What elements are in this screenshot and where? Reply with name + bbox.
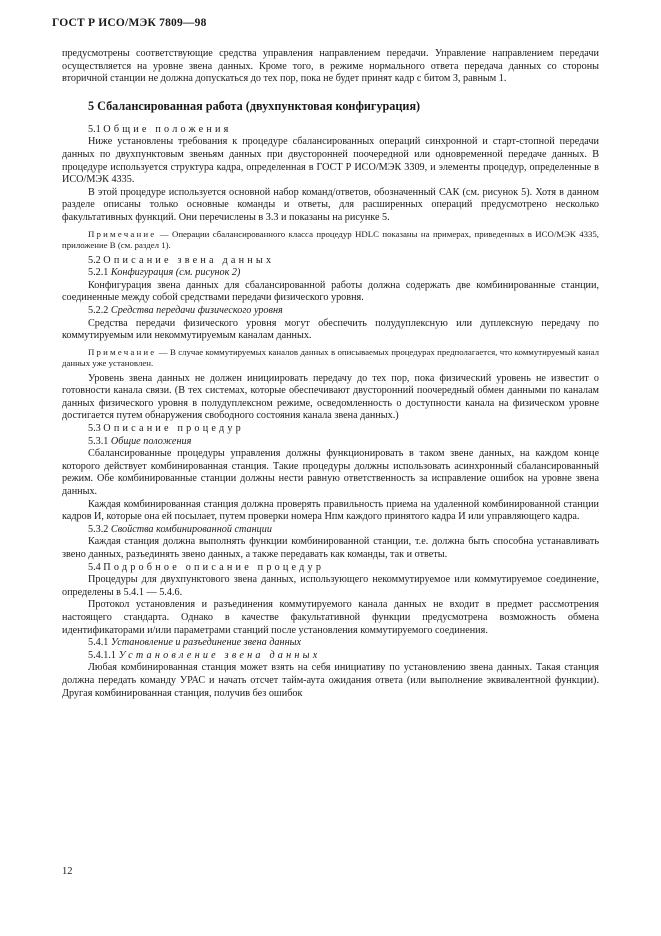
heading-5-4-1: 5.4.1 Установление и разъединение звена данных [88,637,302,649]
paragraph: Сбалансированные процедуры управления должны функционировать в таком звене данных, на каждом конце которого действует комбинированная станция. Такие процедуры должны использовать асинхронный сбалансированный режим. Обе комбинированные станции должны нести равную ответственность за исправление ошибок на уровне звена данных. [62,448,599,498]
document-header: ГОСТ Р ИСО/МЭК 7809—98 [52,17,207,29]
paragraph: Средства передачи физического уровня могут обеспечить полудуплексную или дуплексную передачу по коммутируемым или некоммутируемым каналам данных. [62,317,599,342]
section-5-title: 5 Сбалансированная работа (двухпунктовая конфигурация) [88,98,421,113]
page-body [62,48,599,700]
paragraph: Каждая комбинированная станция должна проверять правильность приема на удаленной комбинированной станции кадров И, которые она ей посылает, путем проверки номера Нпм каждого принятого кадра И или управляющего кадра. [62,498,599,523]
heading-5-1: 5.1 Общие положения [88,123,232,135]
heading-5-4-1-1: 5.4.1.1 Установление звена данных [88,649,321,661]
paragraph: Конфигурация звена данных для сбалансированной работы должна содержать две комбинированные станции, соединенные между собой средствами передачи физического уровня. [62,279,599,304]
page-number: 12 [62,866,73,877]
note-1: Примечание — Операции сбалансированного класса процедур HDLC показаны на примерах, приведенных в ИСО/МЭК 4335, приложение В (см. раздел 1). [62,228,599,250]
paragraph: Любая комбинированная станция может взять на себя инициативу по установлению звена данных. Такая станция должна передать команду УРАС и начать отсчет тайм-аута ожидания ответа (или выполнение эквивалентной функции). Другая комбинированная станция, получив без ошибок [62,662,599,699]
paragraph: Ниже установлены требования к процедуре сбалансированных операций синхронной и старт-стопной передачи данных по двухпунктовым звеньям данных при двусторонней поочередной или одновременной передаче данных. В процедуре используется структура кадра, определенная в ГОСТ Р ИСО/МЭК 3309, и элементы процедур, определенные в ИСО/МЭК 4335. [62,136,599,186]
paragraph: Каждая станция должна выполнять функции комбинированной станции, т.е. должна быть способна устанавливать звено данных, разъединять звено данных, а также передавать как команды, так и ответы. [62,536,599,560]
intro-paragraph: предусмотрены соответствующие средства управления направлением передачи. Управление направлением передачи осуществляется на уровне звена данных. Кроме того, в режиме нормального ответа передача данных со стороны вторичной станции не должна допускаться до тех пор, пока не будет принят кадр с битом З, равным 1. [62,48,599,85]
note-2: Примечание — В случае коммутируемых каналов данных в описываемых процедурах предполагается, что коммутируемый канал данных уже установлен. [62,346,599,368]
heading-5-3: 5.3 Описание процедур [88,423,244,435]
paragraph: Уровень звена данных не должен инициировать передачу до тех пор, пока физический уровень не известит о готовности канала связи. (В тех системах, которые обеспечивают двусторонний поочередный обмен данными по каналам данных физического уровня в полудуплексном режиме, осведомленность о доступности канала на физическом уровне достигается путем обнаружения свободного состояния канала звена данных.) [62,372,599,422]
paragraph: Протокол установления и разъединения коммутируемого канала данных не входит в предмет рассмотрения настоящего стандарта. Однако в качестве факультативной функции предусмотрена возможность обмена идентификаторами и/или параметрами станций после установления коммутируемого соединения. [62,599,599,636]
heading-5-3-2: 5.3.2 Свойства комбинированной станции [88,523,272,535]
heading-5-2: 5.2 Описание звена данных [88,254,275,266]
heading-5-3-1: 5.3.1 Общие положения [88,435,192,447]
heading-5-4: 5.4 Подробное описание процедур [88,561,325,573]
paragraph: В этой процедуре используется основной набор команд/ответов, обозначенный САК (см. рисунок 5). Хотя в данном разделе описаны только основные команды и ответы, для расширенных операций предусмотрено несколько факультативных функций. Они перечислены в 3.3 и показаны на рисунке 5. [62,186,599,223]
paragraph: Процедуры для двухпунктового звена данных, использующего некоммутируемое или коммутируемое соединение, определены в 5.4.1 — 5.4.6. [62,574,599,598]
heading-5-2-2: 5.2.2 Средства передачи физического уровня [88,304,283,316]
heading-5-2-1: 5.2.1 Конфигурация (см. рисунок 2) [88,267,241,279]
